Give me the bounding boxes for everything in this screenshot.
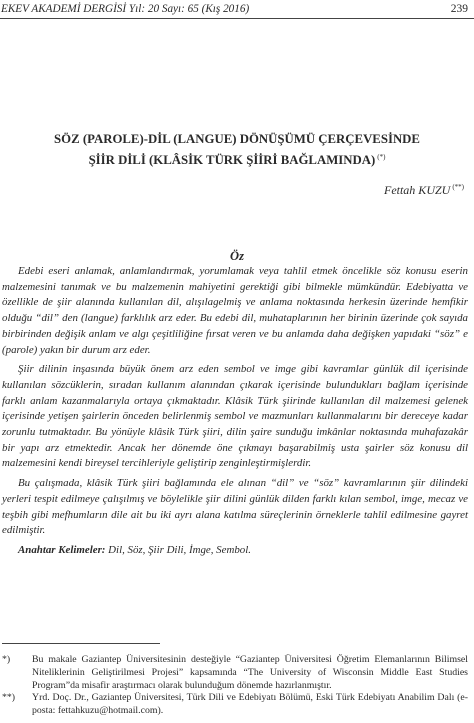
title-line-1: SÖZ (PAROLE)-DİL (LANGUE) DÖNÜŞÜMÜ ÇERÇEVESİNDE: [54, 132, 420, 146]
footnote-mark: *): [2, 654, 11, 665]
footnote-text: Yrd. Doç. Dr., Gaziantep Üniversitesi, Türk Dili ve Edebiyatı Bölümü, Eski Türk Edebiyatı Anabilim Dalı (e-posta: fettahkuzu@hotmail.com).: [32, 692, 468, 717]
page-number: 239: [450, 3, 468, 15]
abstract-paragraph: Şiir dilinin inşasında büyük önem arz eden sembol ve imge gibi kavramlar günlük dil içerisinde kullanılan sözcüklerin, sıradan kullanım alanından çıkarak içerisinde bulundukları bağlam içerisinde farklı anlam kazanmalarıyla ortaya çıkmaktadır. Klâsik Türk şiirinde kullanılan dil malzemesi gelenek içerisinde yetişen şairlerin önceden belirlenmiş sembol ve mazmunları kullanmalarını bir dereceye kadar zorunlu tutmaktadır. Bu yönüyle klâsik Türk şiiri, dilin şaire sunduğu imkânlar noktasında muhafazakâr bir yapı arz etmektedir. Ancak her dönemde öne çıkmayı başarabilmiş usta şairler söz konusu dil malzemesini kendi bireysel tercihleriyle geliştirip zenginleştirmişlerdir.: [2, 363, 468, 470]
keywords-line: [2, 543, 468, 559]
footnote: [2, 692, 468, 718]
footnote: [2, 654, 468, 692]
keywords-list: Dil, Söz, Şiir Dili, İmge, Sembol.: [108, 543, 251, 556]
article-title: [0, 130, 474, 169]
footnote-text: Bu makale Gaziantep Üniversitesinin desteğiyle “Gaziantep Üniversitesi Öğretim Elemanlarının Bilimsel Niteliklerinin Geliştirilmesi Projesi” kapsamında “The University of Wisconsin Middle East Studies Program”da misafir araştırmacı olarak bulunduğum dönemde hazırlanmıştır.: [32, 654, 468, 691]
journal-line: EKEV AKADEMİ DERGİSİ Yıl: 20 Sayı: 65 (Kış 2016): [1, 3, 250, 15]
keywords-label: Anahtar Kelimeler:: [18, 543, 106, 556]
title-line-2: [0, 148, 474, 169]
abstract-paragraph: Bu çalışmada, klâsik Türk şiiri bağlamında ele alınan “dil” ve “söz” kavramlarının şiir dilindeki yerleri tespit edilmeye çalışılmış ve böylelikle şiir dilini günlük dilden farklı kılan sembol, imge, mecaz ve teşbih gibi mefhumların dile ait bu iki ayrı alana katılma süreçlerinin örneklerle tahlil edilmesine gayret edilmiştir.: [2, 477, 468, 537]
footnote-rule: [2, 643, 160, 644]
header-rule: [0, 18, 474, 19]
author-name: Fettah KUZU: [383, 183, 451, 197]
title-line-2-text: ŞİİR DİLİ (KLÂSİK TÜRK ŞİİRİ BAĞLAMINDA): [88, 153, 376, 167]
footnotes: [2, 654, 468, 718]
abstract-body: [2, 264, 468, 563]
running-header: [0, 0, 474, 18]
author-footnote-mark: (**): [452, 183, 464, 191]
abstract-heading: Öz: [230, 249, 244, 263]
title-footnote-mark: (*): [377, 153, 386, 161]
author-line: [384, 179, 464, 198]
footnote-mark: **): [2, 692, 16, 704]
abstract-paragraph: Edebi eseri anlamak, anlamlandırmak, yorumlamak veya tahlil etmek öncelikle söz konusu eserin malzemesini tanımak ve bu malzemenin mahiyetini gerektiği gibi bilmekle mümkündür. Edebiyatta ve özellikle de şiir alanında kullanılan dil, alışılagelmiş ve anlama noktasında herkesin üzerinde hemfikir olduğu “dil” den (langue) farklılık arz eder. Bu edebi dil, muhataplarının her birinin üzerinde çok sayıda birbirinden değişik anlam ve algı çeşitliliğine fırsat veren ve bu anlamda daha değişken yapıdaki “söz” e (parole) yakın bir durum arz eder.: [2, 265, 468, 356]
